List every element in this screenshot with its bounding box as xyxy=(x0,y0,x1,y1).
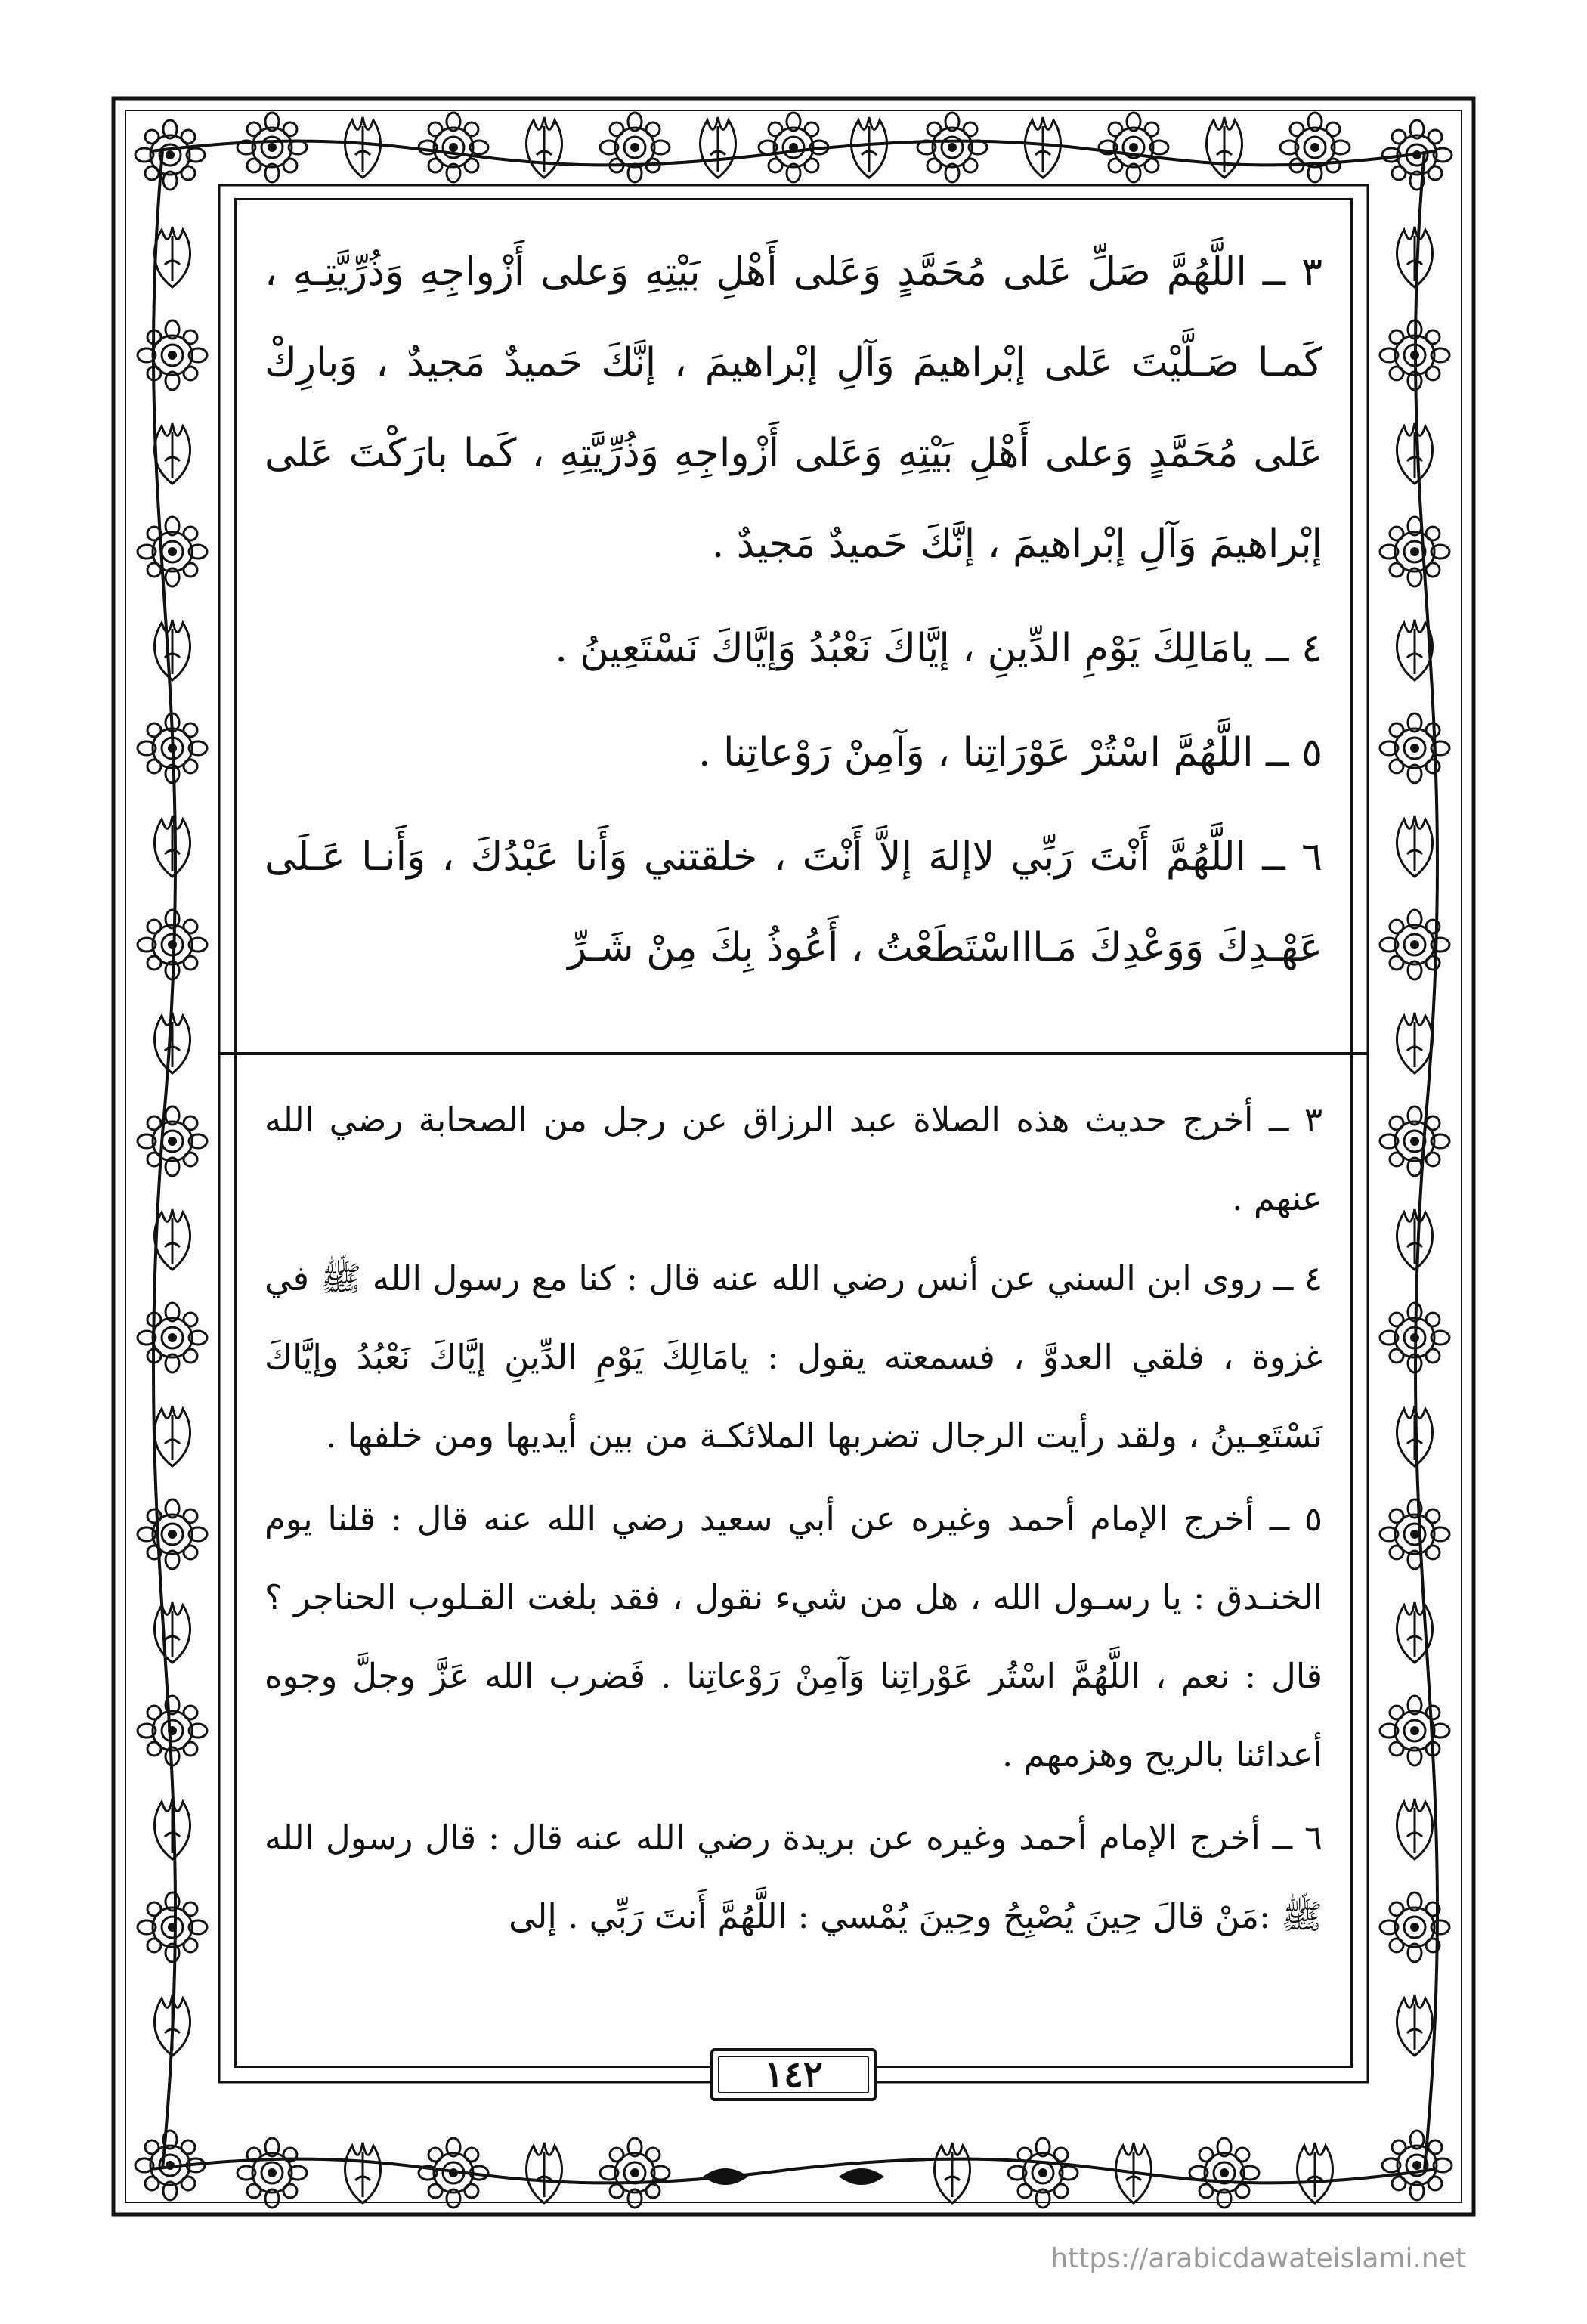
watermark-url: https://arabicdawateislami.net xyxy=(1050,2243,1466,2274)
dua-5: ٥ ــ اللَّهُمَّ اسْتُرْ عَوْرَاتِنا ، وَآمِنْ رَوْعاتِنا . xyxy=(698,730,1322,775)
footnote-5: ٥ ــ أخرج الإمام أحمد وغيره عن أبي سعيد رضي الله عنه قال : قلنا يوم الخنـدق : يا رسـول الله ، هل من شيء نقول ، فقد بلغت القـلوب الحناجر ؟ قال : نعم ، اللَّهُمَّ اسْتُر عَوْراتِنا وَآمِنْ رَوْعاتِنا . فَضرب الله عَزَّ وجلَّ وجوه أعدائنا بالريح وهزمهم . xyxy=(264,1499,1322,1775)
footnotes xyxy=(264,1081,1322,1960)
page-number-text: ١٤٢ xyxy=(764,2053,823,2096)
dua-4: ٤ ــ يامَالِكَ يَوْمِ الدِّينِ ، إيَّاكَ نَعْبُدُ وَإيَّاكَ نَسْتَعِينُ . xyxy=(555,626,1322,671)
section-divider xyxy=(219,1052,1368,1055)
page-number xyxy=(710,2048,877,2101)
footnote-4: ٤ ــ روى ابن السني عن أنس رضي الله عنه قال : كنا مع رسول الله ﷺ في غزوة ، فلقي العدوَّ ، فسمعته يقول : يامَالِكَ يَوْمِ الدِّينِ إيَّاكَ نَعْبُدُ وإيَّاكَ نَسْتَعِـينُ ، ولقد رأيت الرجال تضربها الملائكـة من بين أيديها ومن خلفها . xyxy=(264,1258,1322,1456)
footnote-3: ٣ ــ أخرج حديث هذه الصلاة عبد الرزاق عن رجل من الصحابة رضي الله عنهم . xyxy=(264,1100,1322,1218)
dua-3: ٣ ــ اللَّهُمَّ صَلِّ عَلى مُحَمَّدٍ وَعَلى أَهْلِ بَيْتِهِ وَعلى أَزْواجِهِ وَذُرِّيَّتِـهِ ، كَمـا صَـلَّيْتَ عَلى إبْراهيمَ وَآلِ إبْراهيمَ ، إنَّكَ حَميدٌ مَجيدٌ ، وَبارِكْ عَلى مُحَمَّدٍ وَعلى أَهْلِ بَيْتِهِ وَعَلى أَزْواجِهِ وَذُرِّيَّتِهِ ، كَما بارَكْتَ عَلى إبْراهيمَ وَآلِ إبْراهيمَ ، إنَّكَ حَميدٌ مَجيدٌ . xyxy=(264,249,1322,567)
main-text xyxy=(264,227,1322,1007)
footnote-6: ٦ ــ أخرج الإمام أحمد وغيره عن بريدة رضي الله عنه قال : قال رسول الله ﷺ :مَنْ قالَ حِينَ يُصْبِحُ وحِينَ يُمْسي : اللَّهُمَّ أَنتَ رَبِّي . إلى xyxy=(264,1818,1322,1936)
dua-6: ٦ ــ اللَّهُمَّ أَنْتَ رَبِّي لاإلهَ إلاَّ أَنْتَ ، خلقتني وَأَنا عَبْدُكَ ، وَأَنـا عَـلَى عَهْـدِكَ وَوَعْدِكَ مَـاااسْتَطَعْتُ ، أَعُوذُ بِكَ مِنْ شَـرِّ xyxy=(264,834,1322,970)
